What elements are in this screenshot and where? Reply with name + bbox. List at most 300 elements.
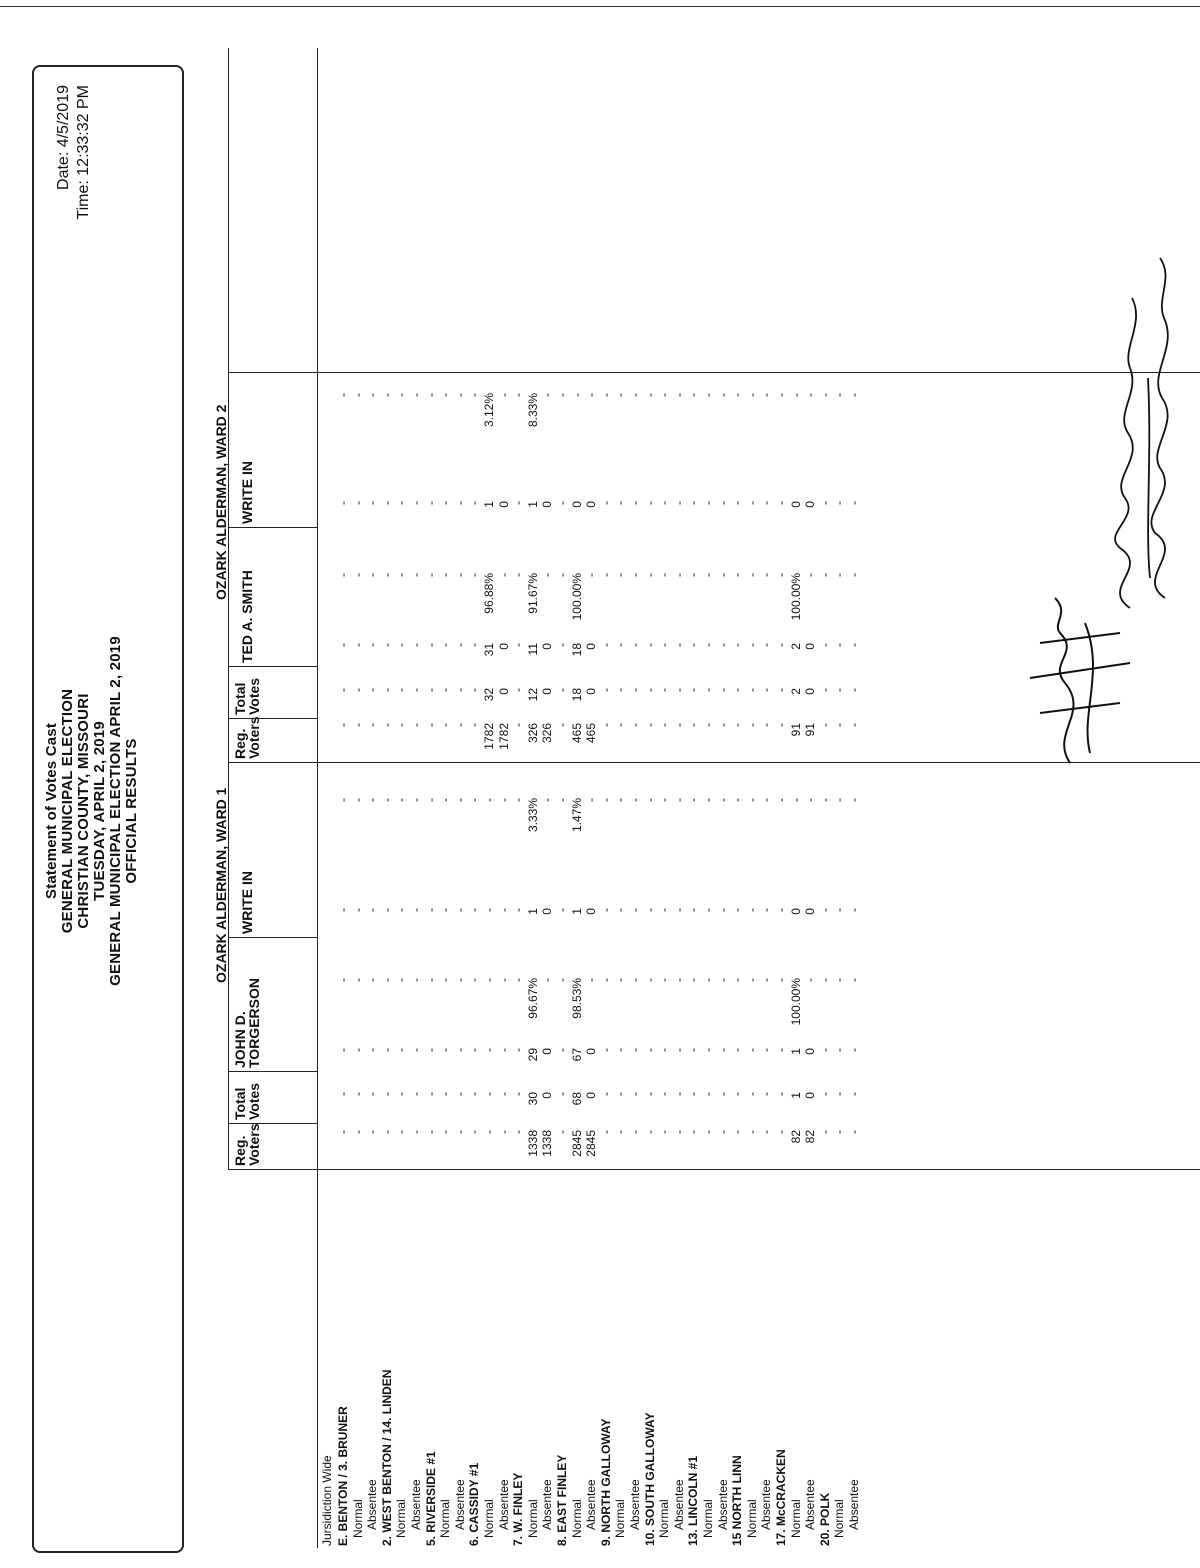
title-line: OFFICIAL RESULTS bbox=[123, 738, 140, 884]
cell-total: - bbox=[686, 688, 701, 692]
cell-total: - bbox=[817, 1092, 832, 1096]
cell-wi: - bbox=[847, 501, 861, 505]
report-header bbox=[32, 65, 184, 1553]
cell-cand: - bbox=[774, 643, 788, 647]
row-label: E. BENTON / 3. BRUNER bbox=[336, 1406, 350, 1546]
cell-cand: - bbox=[394, 1048, 409, 1052]
cell-wi-pct: - bbox=[452, 393, 467, 397]
cell-cand-pct: - bbox=[817, 573, 832, 577]
cell-wi: - bbox=[847, 908, 861, 912]
cell-total: - bbox=[423, 1092, 438, 1096]
cell-wi-pct: - bbox=[555, 393, 569, 397]
cell-reg: - bbox=[438, 723, 453, 727]
col-header-text: Total bbox=[232, 1087, 248, 1120]
cell-cand: - bbox=[438, 1048, 453, 1052]
cell-reg: - bbox=[744, 723, 759, 727]
cell-wi: - bbox=[701, 908, 715, 912]
cell-cand: 11 bbox=[525, 643, 540, 656]
cell-total: - bbox=[409, 1092, 423, 1096]
cell-reg: - bbox=[701, 723, 715, 727]
cell-cand-pct: - bbox=[774, 573, 788, 577]
cell-wi: - bbox=[350, 501, 365, 505]
cell-reg: - bbox=[613, 723, 628, 727]
cell-wi: - bbox=[759, 501, 774, 505]
cell-wi-pct: - bbox=[540, 393, 555, 397]
cell-reg: - bbox=[642, 723, 657, 727]
race-title-ward-2: OZARK ALDERMAN, WARD 2 bbox=[213, 404, 229, 600]
col-sep bbox=[228, 1071, 318, 1072]
row-label: Normal bbox=[613, 1499, 628, 1538]
cell-wi: - bbox=[350, 908, 365, 912]
cell-cand: - bbox=[817, 643, 832, 647]
cell-cand-pct: 98.53% bbox=[569, 978, 584, 1019]
cell-cand-pct: - bbox=[715, 573, 730, 577]
cell-cand-pct: - bbox=[365, 573, 380, 577]
cell-wi-pct: - bbox=[774, 393, 788, 397]
cell-wi-pct: - bbox=[657, 798, 672, 802]
cell-cand: - bbox=[496, 1048, 511, 1052]
cell-reg: - bbox=[336, 723, 350, 727]
cell-cand-pct: - bbox=[496, 573, 511, 577]
signature-stroke bbox=[1151, 258, 1167, 598]
cell-cand: - bbox=[598, 1048, 613, 1052]
cell-cand: - bbox=[657, 1048, 672, 1052]
row-label: Absentee bbox=[715, 1479, 730, 1530]
cell-wi: - bbox=[409, 908, 423, 912]
cell-cand-pct: - bbox=[759, 573, 774, 577]
col-sep bbox=[228, 666, 318, 667]
cell-total: - bbox=[496, 1092, 511, 1096]
cell-wi: 1 bbox=[569, 908, 584, 915]
cell-reg: - bbox=[832, 1130, 847, 1134]
cell-total: - bbox=[701, 1092, 715, 1096]
cell-cand: 0 bbox=[803, 1048, 818, 1055]
cell-wi: - bbox=[657, 908, 672, 912]
cell-wi-pct: - bbox=[584, 798, 599, 802]
cell-reg: - bbox=[511, 1130, 526, 1134]
cell-cand-pct: - bbox=[817, 978, 832, 982]
cell-wi: - bbox=[598, 908, 613, 912]
cell-wi-pct: - bbox=[438, 393, 453, 397]
cell-cand-pct: - bbox=[423, 573, 438, 577]
cell-wi: - bbox=[774, 501, 788, 505]
cell-cand-pct: - bbox=[482, 978, 496, 982]
cell-cand: 18 bbox=[569, 643, 584, 657]
cell-cand: - bbox=[511, 643, 526, 647]
cell-total: - bbox=[759, 688, 774, 692]
cell-cand-pct: - bbox=[584, 573, 599, 577]
cell-cand: 0 bbox=[540, 643, 555, 650]
cell-wi-pct: 3.33% bbox=[525, 798, 540, 833]
cell-cand: - bbox=[730, 1048, 745, 1052]
cell-wi: 0 bbox=[803, 908, 818, 915]
cell-cand: - bbox=[686, 1048, 701, 1052]
cell-total: - bbox=[438, 688, 453, 692]
cell-wi: - bbox=[628, 501, 642, 505]
cell-total: - bbox=[847, 688, 861, 692]
cell-cand-pct: - bbox=[613, 978, 628, 982]
cell-wi: - bbox=[365, 501, 380, 505]
cell-cand-pct: - bbox=[336, 978, 350, 982]
cell-wi-pct: - bbox=[715, 798, 730, 802]
row-label: Normal bbox=[394, 1499, 409, 1538]
cell-cand-pct: - bbox=[847, 978, 861, 982]
row-label: Normal bbox=[350, 1499, 365, 1538]
cell-cand: - bbox=[628, 1048, 642, 1052]
row-label: Normal bbox=[525, 1499, 540, 1538]
cell-total: 32 bbox=[482, 688, 496, 702]
cell-wi: - bbox=[511, 501, 526, 505]
cell-wi: 0 bbox=[788, 908, 803, 915]
cell-wi: 0 bbox=[788, 501, 803, 508]
cell-cand-pct: - bbox=[379, 573, 394, 577]
cell-cand: - bbox=[847, 1048, 861, 1052]
cell-wi: - bbox=[555, 908, 569, 912]
cell-wi-pct: - bbox=[452, 798, 467, 802]
cell-cand: - bbox=[701, 1048, 715, 1052]
cell-total: - bbox=[774, 1092, 788, 1096]
cell-wi-pct: - bbox=[482, 798, 496, 802]
cell-wi-pct: - bbox=[817, 798, 832, 802]
cell-wi-pct: - bbox=[628, 393, 642, 397]
cell-wi-pct: - bbox=[336, 798, 350, 802]
row-label: 9. NORTH GALLOWAY bbox=[598, 1418, 613, 1546]
cell-reg: - bbox=[423, 723, 438, 727]
cell-wi-pct: - bbox=[730, 393, 745, 397]
cell-cand-pct: - bbox=[467, 573, 482, 577]
cell-wi: - bbox=[511, 908, 526, 912]
cell-reg: - bbox=[467, 1130, 482, 1134]
cell-wi: - bbox=[365, 908, 380, 912]
cell-wi: - bbox=[832, 908, 847, 912]
cell-reg: - bbox=[686, 723, 701, 727]
cell-reg: - bbox=[511, 723, 526, 727]
cell-reg: - bbox=[598, 1130, 613, 1134]
cell-wi: - bbox=[423, 501, 438, 505]
cell-wi: - bbox=[715, 501, 730, 505]
cell-wi-pct: - bbox=[671, 798, 686, 802]
cell-reg: - bbox=[452, 723, 467, 727]
signature-stroke bbox=[1030, 598, 1130, 763]
cell-reg: 91 bbox=[788, 723, 803, 737]
col-total-votes bbox=[233, 678, 261, 715]
cell-total: - bbox=[613, 688, 628, 692]
cell-wi: - bbox=[628, 908, 642, 912]
cell-wi-pct: - bbox=[423, 798, 438, 802]
cell-wi-pct: 8.33% bbox=[525, 393, 540, 428]
cell-wi-pct: - bbox=[394, 798, 409, 802]
cell-reg: - bbox=[701, 1130, 715, 1134]
cell-cand: - bbox=[555, 1048, 569, 1052]
cell-reg: 465 bbox=[584, 723, 599, 744]
cell-wi-pct: - bbox=[759, 798, 774, 802]
cell-cand: - bbox=[423, 643, 438, 647]
cell-cand: - bbox=[715, 643, 730, 647]
cell-reg: - bbox=[379, 723, 394, 727]
cell-cand: 2 bbox=[788, 643, 803, 650]
cell-total: - bbox=[365, 688, 380, 692]
cell-total: - bbox=[438, 1092, 453, 1096]
cell-wi: - bbox=[686, 501, 701, 505]
col-sep bbox=[228, 527, 318, 528]
cell-wi-pct: - bbox=[598, 798, 613, 802]
cell-reg: - bbox=[628, 1130, 642, 1134]
cell-cand-pct: - bbox=[540, 573, 555, 577]
cell-wi: - bbox=[452, 908, 467, 912]
cell-total: - bbox=[598, 688, 613, 692]
cell-reg: 326 bbox=[525, 723, 540, 744]
cell-reg: - bbox=[350, 1130, 365, 1134]
row-label: Normal bbox=[657, 1499, 672, 1538]
cell-cand: 0 bbox=[496, 643, 511, 650]
row-label: Normal bbox=[569, 1499, 584, 1538]
cell-reg: - bbox=[817, 1130, 832, 1134]
cell-total: - bbox=[744, 1092, 759, 1096]
title-line: GENERAL MUNICIPAL ELECTION APRIL 2, 2019 bbox=[107, 636, 124, 986]
cell-total: - bbox=[817, 688, 832, 692]
row-label: Normal bbox=[482, 1499, 496, 1538]
cell-reg: - bbox=[671, 1130, 686, 1134]
col-header-text: JOHN D. bbox=[232, 1011, 248, 1068]
cell-wi: 0 bbox=[569, 501, 584, 508]
col-header-text: WRITE IN bbox=[239, 461, 255, 524]
cell-total: - bbox=[423, 688, 438, 692]
cell-cand-pct: - bbox=[496, 978, 511, 982]
cell-wi-pct: - bbox=[657, 393, 672, 397]
cell-wi-pct: - bbox=[788, 798, 803, 802]
row-label: 2. WEST BENTON / 14. LINDEN bbox=[379, 1369, 394, 1546]
cell-total: 18 bbox=[569, 688, 584, 702]
cell-cand: - bbox=[365, 1048, 380, 1052]
cell-wi-pct: - bbox=[832, 798, 847, 802]
cell-wi-pct: - bbox=[744, 393, 759, 397]
cell-wi-pct: - bbox=[628, 798, 642, 802]
cell-wi-pct: - bbox=[438, 798, 453, 802]
cell-reg: - bbox=[394, 723, 409, 727]
cell-wi-pct: - bbox=[701, 798, 715, 802]
col-sep bbox=[228, 937, 318, 938]
report-time: Time: 12:33:32 PM bbox=[75, 85, 92, 220]
cell-total: - bbox=[701, 688, 715, 692]
cell-wi-pct: - bbox=[686, 798, 701, 802]
cell-cand: - bbox=[438, 643, 453, 647]
cell-wi: 0 bbox=[496, 501, 511, 508]
cell-cand: - bbox=[832, 1048, 847, 1052]
table-header-rule bbox=[317, 48, 318, 1548]
cell-total: - bbox=[730, 1092, 745, 1096]
cell-wi: - bbox=[409, 501, 423, 505]
cell-reg: - bbox=[847, 723, 861, 727]
cell-total: - bbox=[467, 1092, 482, 1096]
report-date: Date: 4/5/2019 bbox=[55, 85, 72, 190]
cell-reg: - bbox=[759, 1130, 774, 1134]
cell-reg: 2845 bbox=[569, 1130, 584, 1157]
cell-wi-pct: - bbox=[817, 393, 832, 397]
col-header-text: Voters bbox=[246, 1123, 262, 1166]
cell-cand: - bbox=[832, 643, 847, 647]
row-label: Normal bbox=[701, 1499, 715, 1538]
cell-wi: - bbox=[744, 501, 759, 505]
col-header-text: TED A. SMITH bbox=[239, 570, 255, 663]
cell-cand: - bbox=[642, 643, 657, 647]
cell-cand-pct: - bbox=[467, 978, 482, 982]
cell-cand-pct: - bbox=[686, 573, 701, 577]
cell-wi: - bbox=[642, 908, 657, 912]
row-label: 10. SOUTH GALLOWAY bbox=[642, 1412, 657, 1546]
cell-cand: - bbox=[744, 643, 759, 647]
cell-cand: - bbox=[686, 643, 701, 647]
cell-cand: - bbox=[467, 1048, 482, 1052]
col-total-votes bbox=[233, 1083, 261, 1120]
cell-cand-pct: - bbox=[365, 978, 380, 982]
cell-wi-pct: - bbox=[715, 393, 730, 397]
cell-wi: - bbox=[379, 501, 394, 505]
signature-2 bbox=[1130, 248, 1200, 608]
cell-reg: - bbox=[715, 723, 730, 727]
cell-total: - bbox=[511, 688, 526, 692]
cell-total: - bbox=[482, 1092, 496, 1096]
cell-cand: - bbox=[423, 1048, 438, 1052]
cell-reg: 2845 bbox=[584, 1130, 599, 1157]
row-label: Absentee bbox=[584, 1479, 599, 1530]
cell-cand-pct: - bbox=[511, 573, 526, 577]
cell-total: - bbox=[759, 1092, 774, 1096]
report-datetime bbox=[54, 85, 94, 220]
cell-cand: - bbox=[744, 1048, 759, 1052]
cell-total: 0 bbox=[803, 688, 818, 695]
cell-cand-pct: 96.67% bbox=[525, 978, 540, 1019]
cell-reg: - bbox=[438, 1130, 453, 1134]
cell-cand: - bbox=[701, 643, 715, 647]
cell-cand: - bbox=[409, 643, 423, 647]
cell-wi-pct: - bbox=[423, 393, 438, 397]
cell-cand: 1 bbox=[788, 1048, 803, 1055]
row-label: 15 NORTH LINN bbox=[730, 1455, 745, 1546]
cell-cand-pct: - bbox=[730, 573, 745, 577]
cell-reg: - bbox=[452, 1130, 467, 1134]
cell-total: - bbox=[394, 688, 409, 692]
cell-total: - bbox=[379, 1092, 394, 1096]
cell-total: 2 bbox=[788, 688, 803, 695]
cell-reg: - bbox=[730, 723, 745, 727]
cell-cand-pct: - bbox=[628, 573, 642, 577]
cell-cand-pct: - bbox=[555, 978, 569, 982]
cell-total: - bbox=[657, 688, 672, 692]
cell-total: - bbox=[642, 1092, 657, 1096]
cell-cand-pct: - bbox=[584, 978, 599, 982]
cell-total: 0 bbox=[540, 1092, 555, 1099]
cell-wi-pct: - bbox=[759, 393, 774, 397]
cell-cand: - bbox=[671, 1048, 686, 1052]
cell-reg: - bbox=[423, 1130, 438, 1134]
row-label: 20. POLK bbox=[817, 1492, 832, 1546]
col-reg-voters bbox=[233, 716, 261, 759]
cell-cand: 0 bbox=[540, 1048, 555, 1055]
cell-cand-pct: - bbox=[598, 573, 613, 577]
cell-cand: - bbox=[379, 1048, 394, 1052]
row-label: Normal bbox=[788, 1499, 803, 1538]
cell-total: - bbox=[832, 1092, 847, 1096]
race-title-ward-1: OZARK ALDERMAN, WARD 1 bbox=[213, 787, 229, 983]
cell-cand-pct: - bbox=[832, 978, 847, 982]
cell-wi: - bbox=[774, 908, 788, 912]
cell-wi-pct: - bbox=[598, 393, 613, 397]
title-line: Statement of Votes Cast bbox=[43, 722, 60, 900]
cell-total: - bbox=[657, 1092, 672, 1096]
cell-total: - bbox=[336, 688, 350, 692]
cell-cand-pct: - bbox=[540, 978, 555, 982]
cell-wi-pct: - bbox=[701, 393, 715, 397]
cell-wi-pct: - bbox=[350, 393, 365, 397]
cell-reg: 1782 bbox=[482, 723, 496, 750]
cell-cand-pct: - bbox=[438, 573, 453, 577]
cell-wi: - bbox=[730, 908, 745, 912]
report-title bbox=[44, 491, 140, 1131]
cell-wi-pct: - bbox=[788, 393, 803, 397]
cell-reg: - bbox=[774, 1130, 788, 1134]
cell-wi-pct: - bbox=[540, 798, 555, 802]
cell-cand: - bbox=[350, 643, 365, 647]
row-label: Absentee bbox=[628, 1479, 642, 1530]
cell-reg: 82 bbox=[788, 1130, 803, 1144]
cell-wi: - bbox=[598, 501, 613, 505]
col-write-in bbox=[240, 871, 254, 934]
row-label: Normal bbox=[438, 1499, 453, 1538]
cell-cand: - bbox=[394, 643, 409, 647]
row-label: Absentee bbox=[847, 1479, 861, 1530]
cell-wi: - bbox=[715, 908, 730, 912]
row-label: 17. McCRACKEN bbox=[774, 1449, 788, 1546]
cell-cand-pct: - bbox=[803, 978, 818, 982]
cell-reg: - bbox=[394, 1130, 409, 1134]
cell-total: - bbox=[715, 1092, 730, 1096]
row-label: Absentee bbox=[496, 1479, 511, 1530]
cell-reg: - bbox=[467, 723, 482, 727]
cell-wi-pct: - bbox=[613, 393, 628, 397]
col-reg-voters bbox=[233, 1123, 261, 1166]
cell-cand-pct: - bbox=[715, 978, 730, 982]
col-header-text: Votes bbox=[246, 1082, 262, 1120]
cell-wi: - bbox=[730, 501, 745, 505]
col-header-text: TORGERSON bbox=[246, 978, 262, 1068]
cell-cand-pct: - bbox=[555, 573, 569, 577]
cell-cand: - bbox=[482, 1048, 496, 1052]
cell-cand: 31 bbox=[482, 643, 496, 657]
cell-wi-pct: - bbox=[409, 393, 423, 397]
cell-cand-pct: - bbox=[642, 978, 657, 982]
cell-total: - bbox=[642, 688, 657, 692]
cell-cand-pct: - bbox=[671, 573, 686, 577]
cell-total: 0 bbox=[584, 1092, 599, 1099]
cell-wi-pct: - bbox=[584, 393, 599, 397]
cell-cand-pct: - bbox=[847, 573, 861, 577]
title-line: CHRISTIAN COUNTY, MISSOURI bbox=[75, 693, 92, 929]
col-header-text: Total bbox=[232, 682, 248, 715]
cell-reg: - bbox=[365, 1130, 380, 1134]
cell-wi: - bbox=[817, 908, 832, 912]
cell-total: - bbox=[555, 1092, 569, 1096]
cell-total: - bbox=[847, 1092, 861, 1096]
cell-total: - bbox=[394, 1092, 409, 1096]
cell-total: - bbox=[628, 1092, 642, 1096]
cell-cand: 0 bbox=[584, 1048, 599, 1055]
row-label: 8. EAST FINLEY bbox=[555, 1454, 569, 1546]
cell-wi: - bbox=[438, 908, 453, 912]
cell-cand-pct: - bbox=[379, 978, 394, 982]
col-header-text: Reg. bbox=[232, 728, 248, 759]
cell-reg: 465 bbox=[569, 723, 584, 744]
cell-cand-pct: 100.00% bbox=[788, 978, 803, 1026]
